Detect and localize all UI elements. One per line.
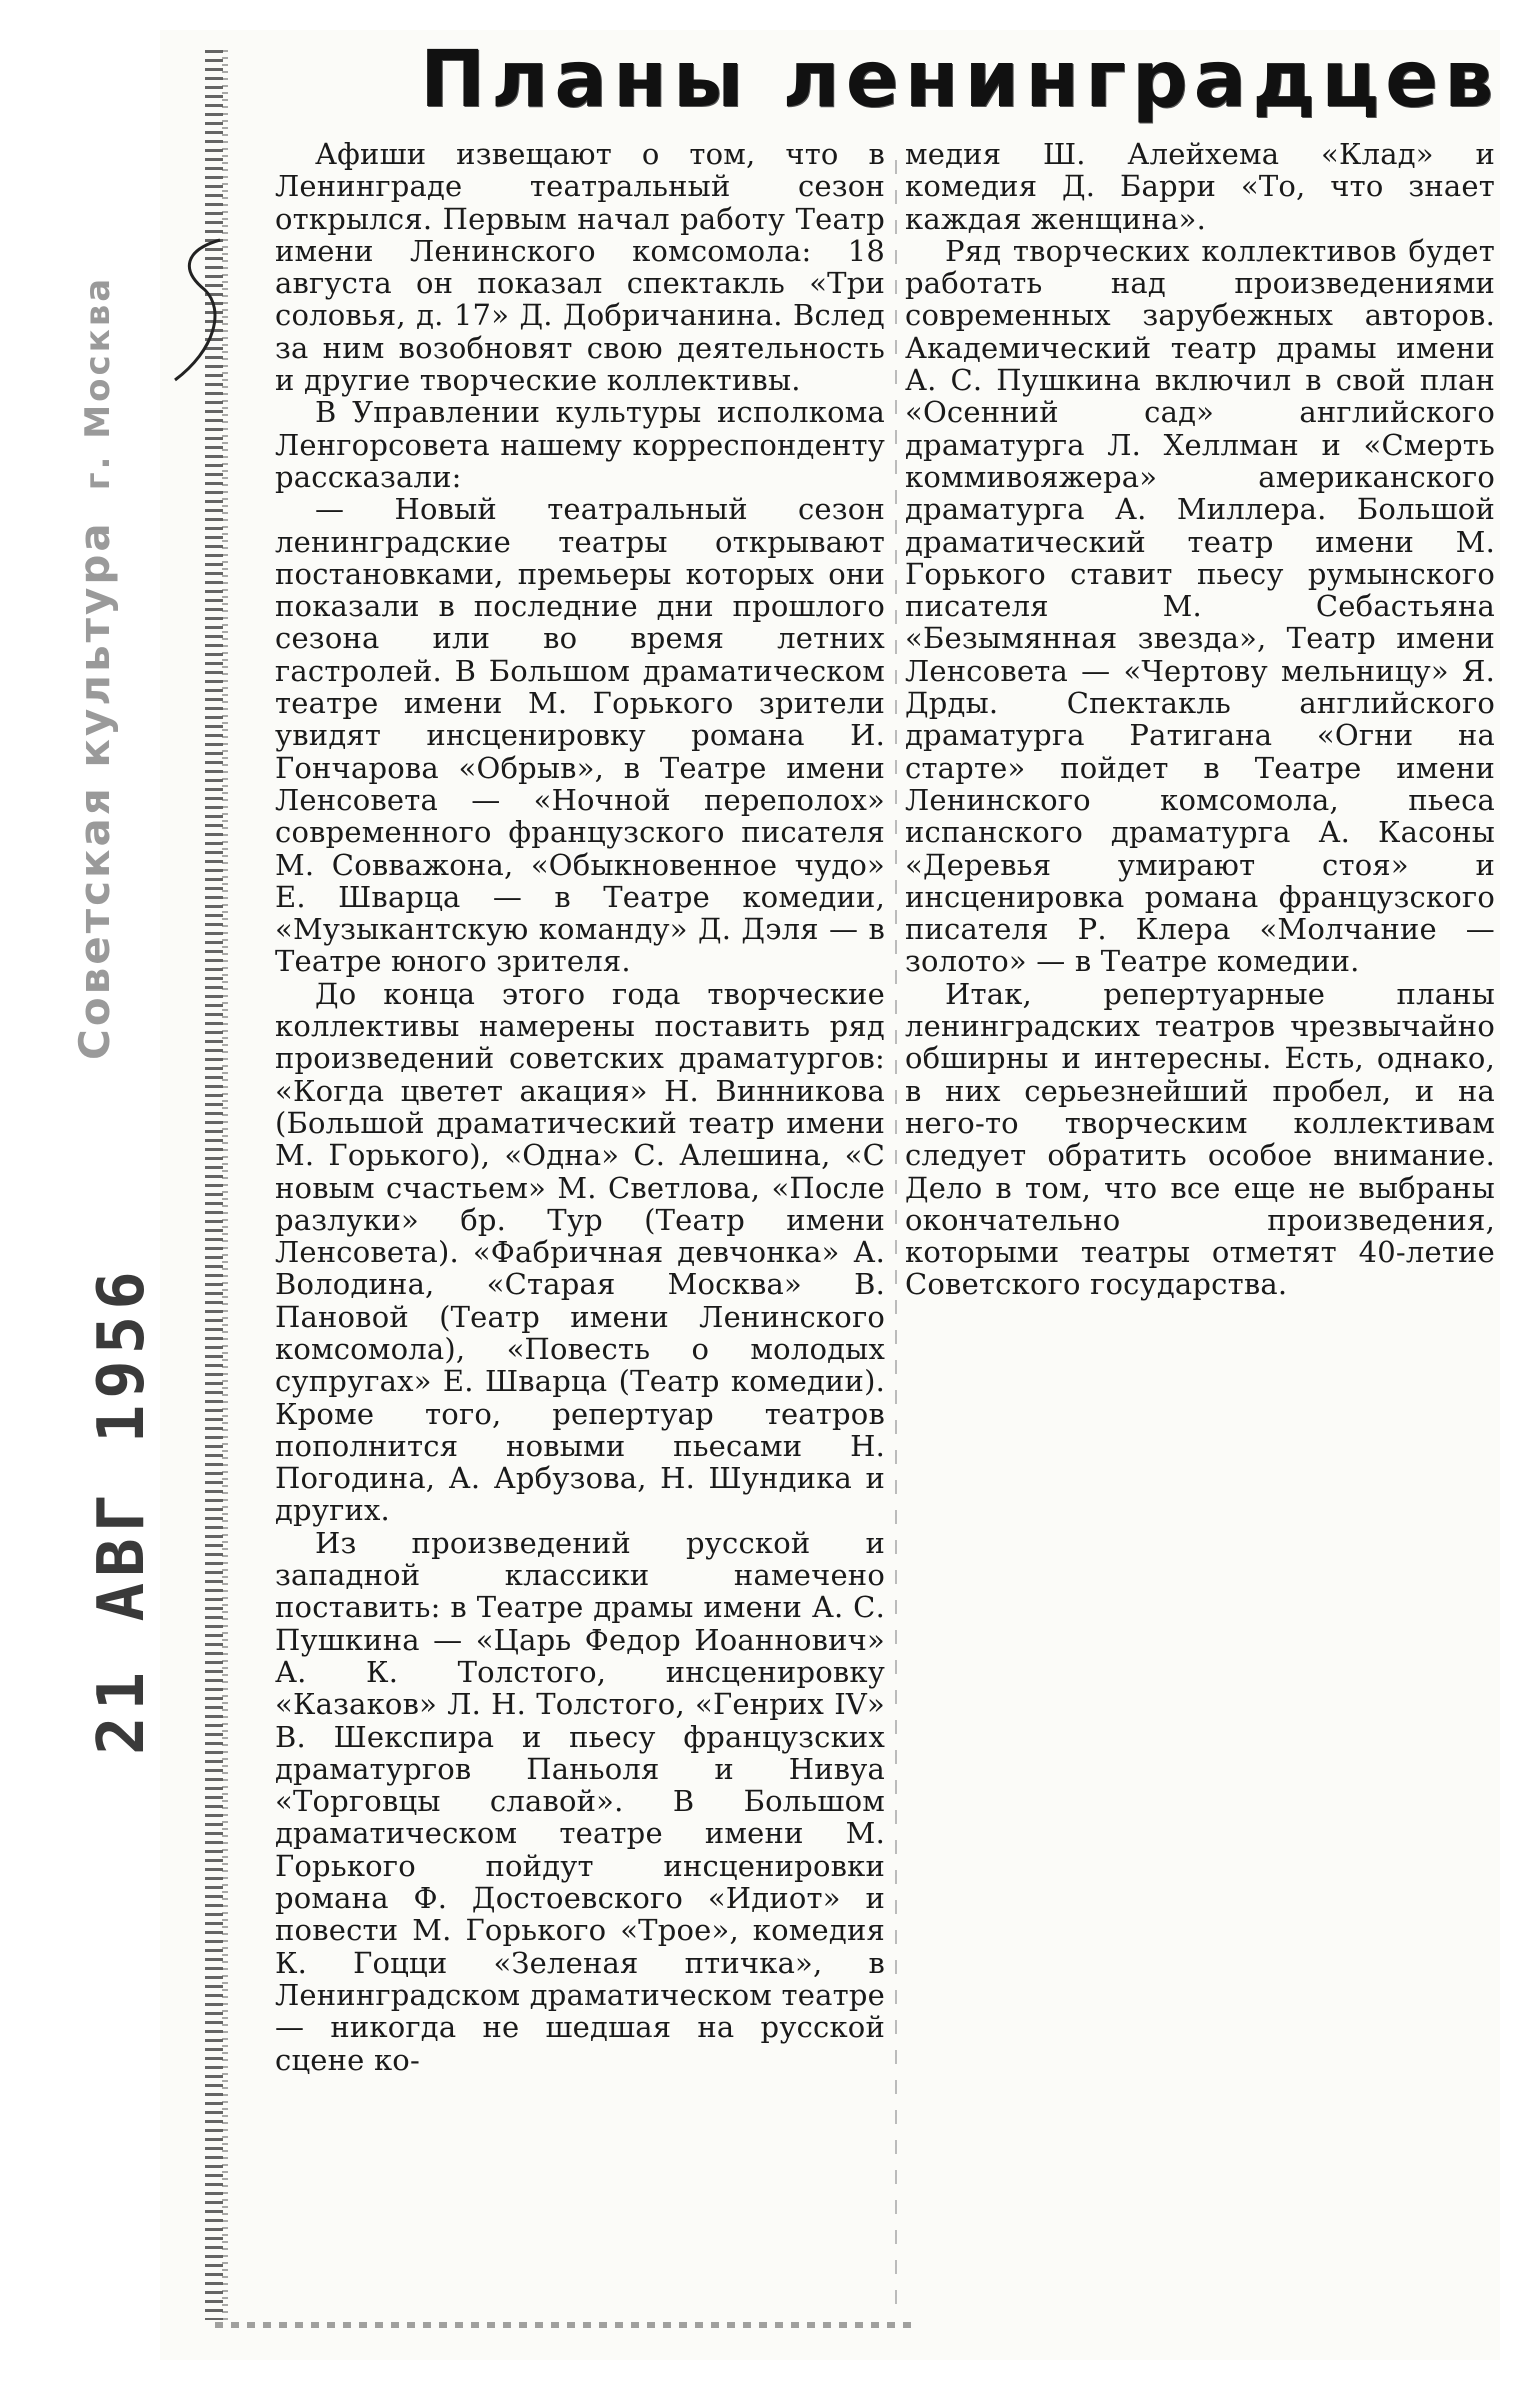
publication-stamp <box>70 160 130 1060</box>
paragraph: До конца этого года творческие коллективы намерены поставить ряд произведений советских драматургов: «Когда цветет акация» Н. Винникова (Большой драматический театр имени М. Горького), «Одна» С. Алешина, «С новым счастьем» М. Светлова, «После разлуки» бр. Тур (Театр имени Ленсовета). «Фабричная девчонка» А. Володина, «Старая Москва» В. Пановой (Театр имени Ленинского комсомола), «Повесть о молодых супругах» Е. Шварца (Театр комедии). Кроме того, репертуар театров пополнится новыми пьесами Н. Погодина, А. Арбузова, Н. Шундика и других. <box>275 976 885 1528</box>
article-column-right <box>905 138 1495 1301</box>
column-divider <box>895 160 897 2320</box>
publication-name: Советская культура <box>70 520 119 1060</box>
article-headline: Планы ленинградцев <box>420 35 1500 125</box>
paragraph: медия Ш. Алейхема «Клад» и комедия Д. Барри «То, что знает каждая женщина». <box>905 137 1495 236</box>
article-column-left <box>275 138 885 2076</box>
clipping-cut-edge <box>205 50 223 2320</box>
paragraph: В Управлении культуры исполкома Ленгорсовета нашему корреспонденту рассказали: <box>275 395 885 494</box>
date-stamp: 21 АВГ 1956 <box>85 1265 159 1755</box>
pencil-mark-icon <box>165 230 235 390</box>
paragraph: Афиши извещают о том, что в Ленинграде театральный сезон открылся. Первым начал работу Театр имени Ленинского комсомола: 18 августа он показал спектакль «Три соловья, д. 17» Д. Добричанина. Вслед за ним возобновят свою деятельность и другие творческие коллективы. <box>275 137 885 398</box>
paragraph: Ряд творческих коллективов будет работать над произведениями современных зарубежных авторов. Академический театр драмы имени А. С. Пушкина включил в свой план «Осенний сад» английского драматурга Л. Хеллман и «Смерть коммивояжера» американского драматурга А. Миллера. Большой драматический театр имени М. Горького ставит пьесу румынского писателя М. Себастьяна «Безымянная звезда», Театр имени Ленсовета — «Чертову мельницу» Я. Дрды. Спектакль английского драматурга Ратигана «Огни на старте» пойдет в Театре имени Ленинского комсомола, пьеса испанского драматурга А. Касоны «Деревья умирают стоя» и инсценировка романа французского писателя Р. Клера «Молчание — золото» — в Театре комедии. <box>905 233 1495 979</box>
clipping-cut-edge-inner <box>222 50 228 2320</box>
publication-city: г. Москва <box>78 275 118 491</box>
clipping-bottom-edge <box>215 2322 915 2328</box>
paragraph: Из произведений русской и западной классики намечено поставить: в Театре драмы имени А. С. Пушкина — «Царь Федор Иоаннович» А. К. Толстого, инсценировку «Казаков» Л. Н. Толстого, «Генрих IV» В. Шекспира и пьесу французских драматургов Паньоля и Нивуа «Торговцы славой». В Большом драматическом театре имени М. Горького пойдут инсценировки романа Ф. Достоевского «Идиот» и повести М. Горького «Трое», комедия К. Гоцци «Зеленая птичка», в Ленинградском драматическом театре — никогда не шедшая на русской сцене ко- <box>275 1525 885 2077</box>
paragraph: Итак, репертуарные планы ленинградских театров чрезвычайно обширны и интересны. Есть, однако, в них серьезнейший пробел, и на него-то творческим коллективам следует обратить особое внимание. Дело в том, что все еще не выбраны окончательно произведения, которыми театры отметят 40-летие Советского государства. <box>905 976 1495 1302</box>
paragraph: — Новый театральный сезон ленинградские театры открывают постановками, премьеры которых они показали в последние дни прошлого сезона или во время летних гастролей. В Большом драматическом театре имени М. Горького зрители увидят инсценировку романа И. Гончарова «Обрыв», в Театре имени Ленсовета — «Ночной переполох» современного французского писателя М. Совважона, «Обыкновенное чудо» Е. Шварца — в Театре комедии, «Музыкантскую команду» Д. Дэля — в Театре юного зрителя. <box>275 492 885 979</box>
